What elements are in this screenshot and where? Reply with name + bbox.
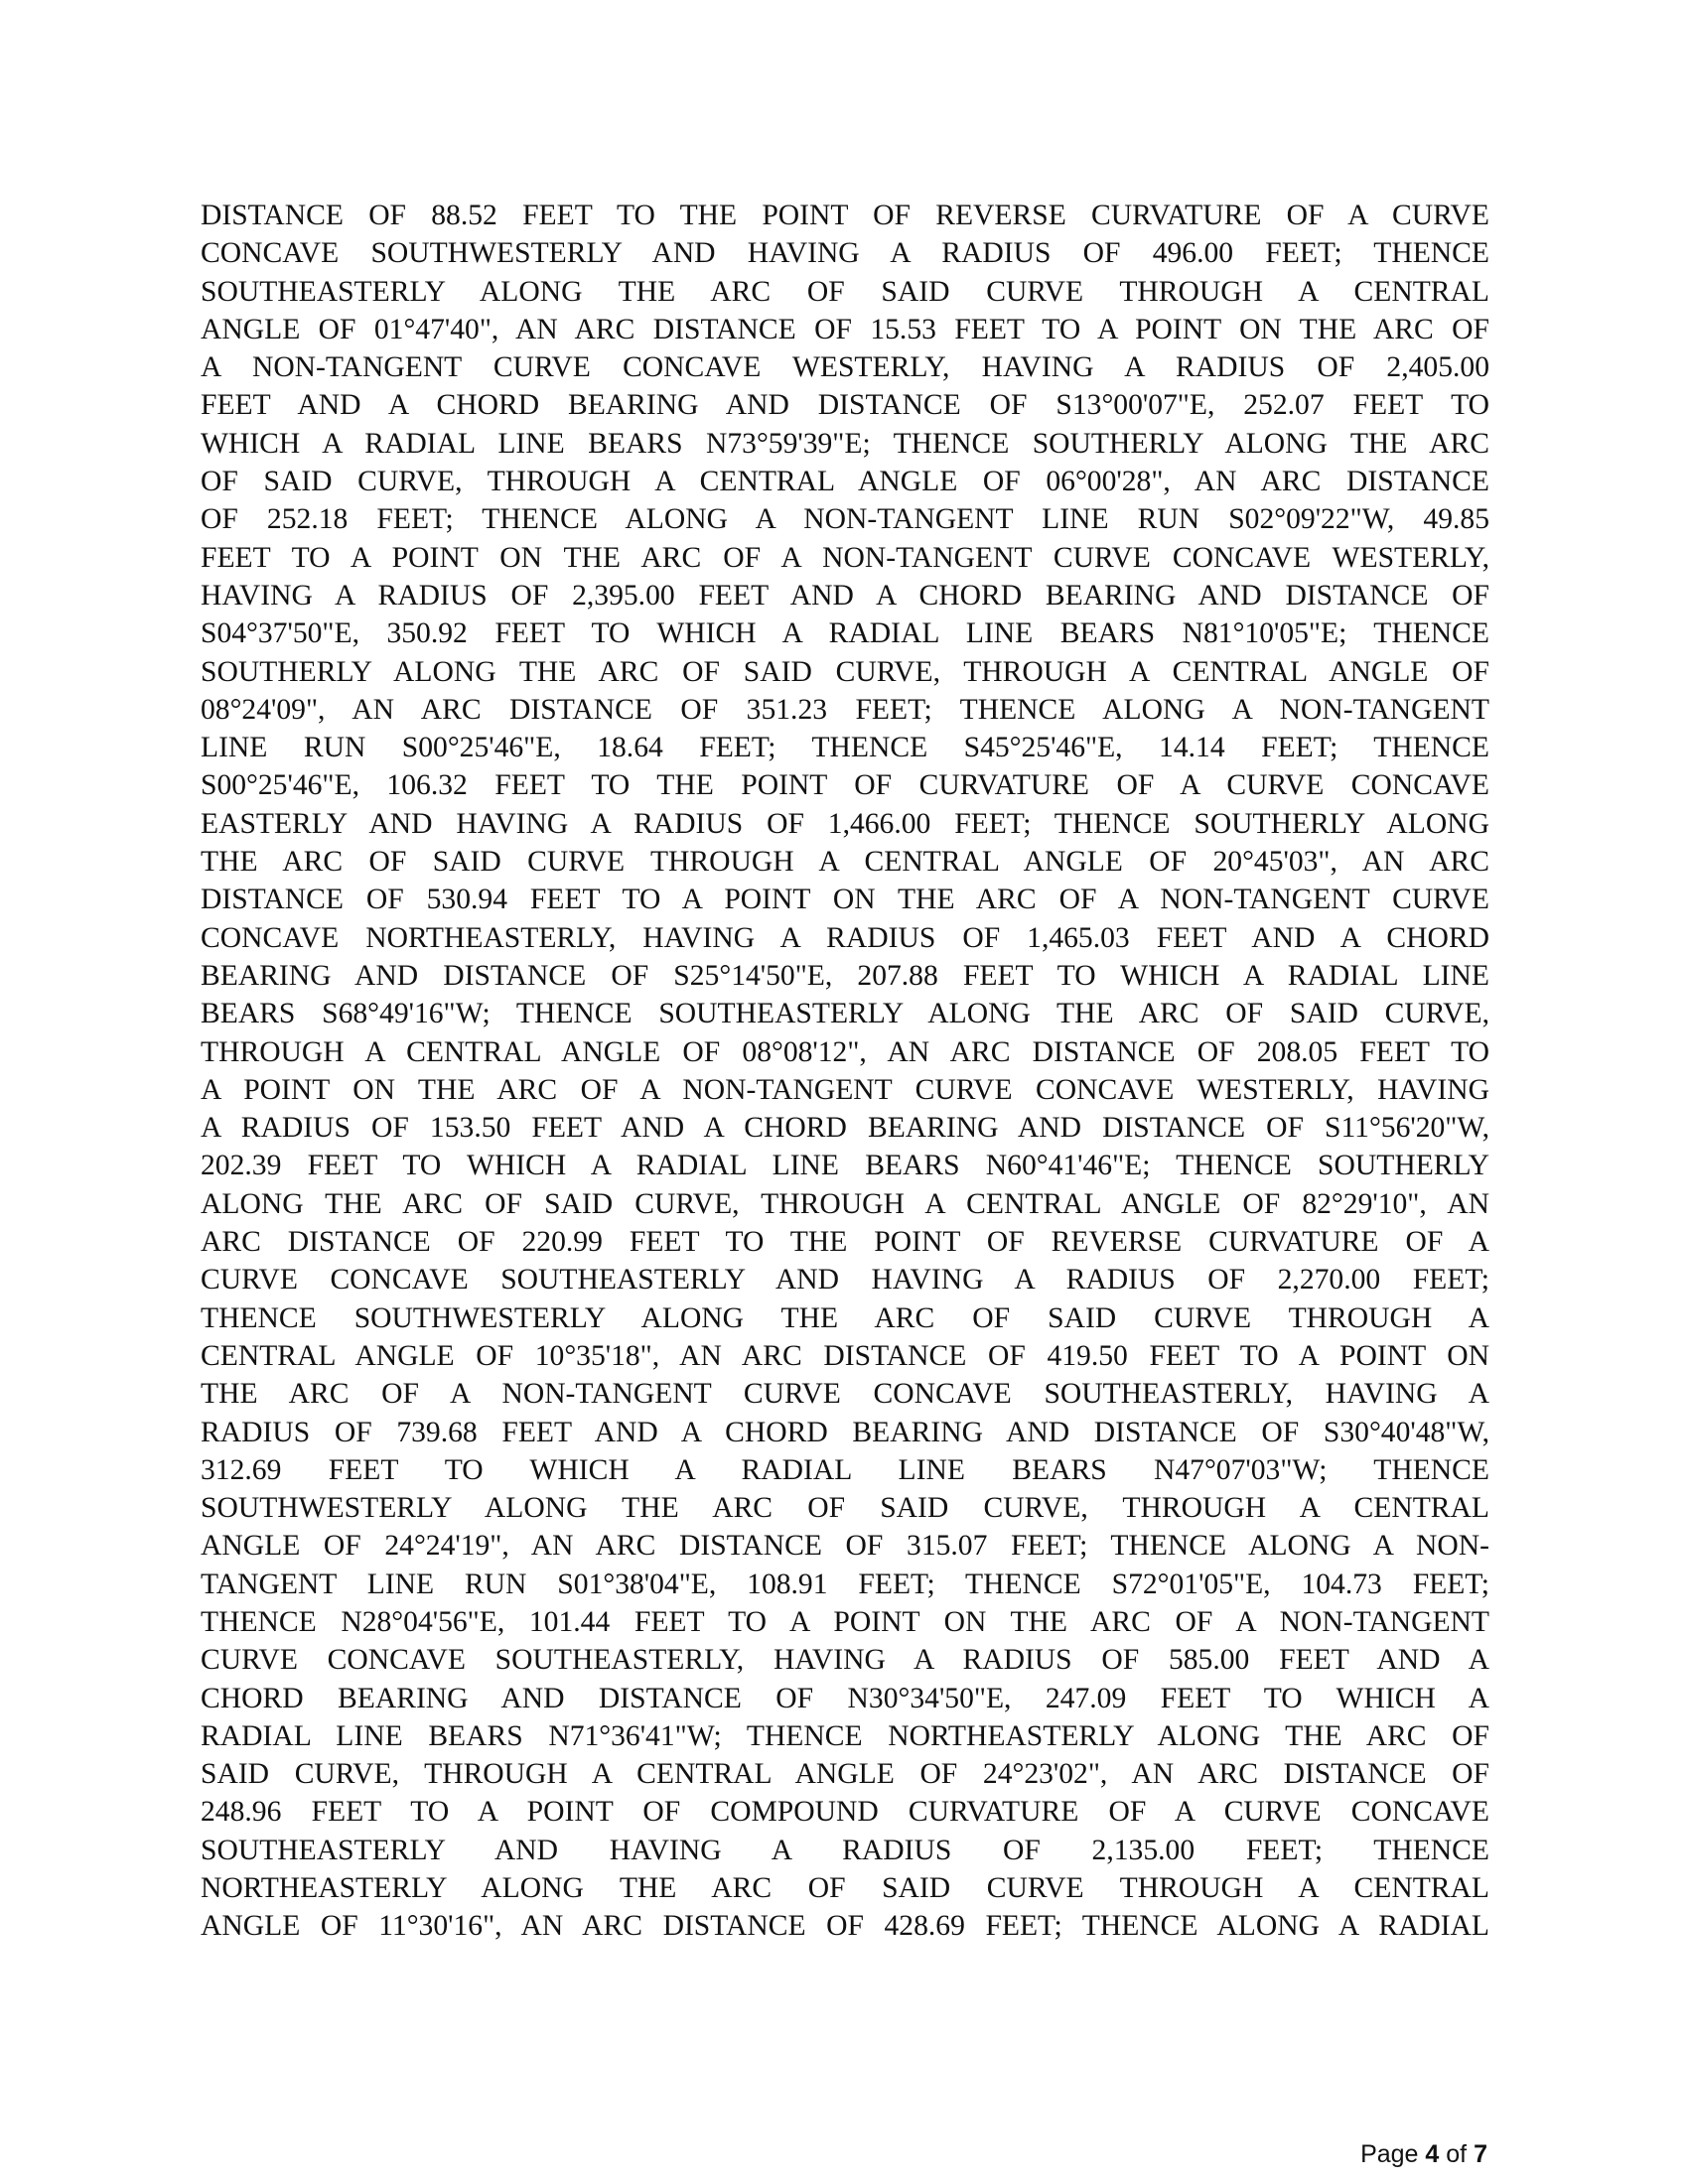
text-line: FEET AND A CHORD BEARING AND DISTANCE OF S13°00'07"E, 252.07 FEET TO xyxy=(201,389,1489,422)
page-number-footer xyxy=(1360,2140,1487,2169)
text-line: A NON-TANGENT CURVE CONCAVE WESTERLY, HAVING A RADIUS OF 2,405.00 xyxy=(201,351,1489,384)
text-line: THE ARC OF A NON-TANGENT CURVE CONCAVE SOUTHEASTERLY, HAVING A xyxy=(201,1378,1489,1411)
text-line: THE ARC OF SAID CURVE THROUGH A CENTRAL ANGLE OF 20°45'03", AN ARC xyxy=(201,846,1489,879)
of-word: of xyxy=(1446,2140,1468,2168)
text-line: DISTANCE OF 88.52 FEET TO THE POINT OF REVERSE CURVATURE OF A CURVE xyxy=(201,200,1489,231)
text-line: NORTHEASTERLY ALONG THE ARC OF SAID CURVE THROUGH A CENTRAL xyxy=(201,1872,1489,1905)
text-line: ARC DISTANCE OF 220.99 FEET TO THE POINT OF REVERSE CURVATURE OF A xyxy=(201,1226,1489,1259)
text-line: CENTRAL ANGLE OF 10°35'18", AN ARC DISTANCE OF 419.50 FEET TO A POINT ON xyxy=(201,1339,1489,1372)
text-line: SOUTHEASTERLY AND HAVING A RADIUS OF 2,135.00 FEET; THENCE xyxy=(201,1834,1489,1866)
text-line: BEARING AND DISTANCE OF S25°14'50"E, 207.88 FEET TO WHICH A RADIAL LINE xyxy=(201,959,1489,992)
text-line: CURVE CONCAVE SOUTHEASTERLY AND HAVING A RADIUS OF 2,270.00 FEET; xyxy=(201,1264,1489,1297)
text-line: CONCAVE SOUTHWESTERLY AND HAVING A RADIUS OF 496.00 FEET; THENCE xyxy=(201,237,1489,270)
text-line: SOUTHWESTERLY ALONG THE ARC OF SAID CURVE, THROUGH A CENTRAL xyxy=(201,1492,1489,1525)
text-line: ANGLE OF 01°47'40", AN ARC DISTANCE OF 15.53 FEET TO A POINT ON THE ARC OF xyxy=(201,313,1489,345)
text-line: ANGLE OF 24°24'19", AN ARC DISTANCE OF 315.07 FEET; THENCE ALONG A NON- xyxy=(201,1530,1489,1563)
text-line: SOUTHERLY ALONG THE ARC OF SAID CURVE, THROUGH A CENTRAL ANGLE OF xyxy=(201,655,1489,688)
legal-description-text xyxy=(201,197,1489,1946)
total-pages-number: 7 xyxy=(1474,2140,1487,2168)
text-line: S00°25'46"E, 106.32 FEET TO THE POINT OF CURVATURE OF A CURVE CONCAVE xyxy=(201,769,1489,802)
text-line: A RADIUS OF 153.50 FEET AND A CHORD BEARING AND DISTANCE OF S11°56'20"W, xyxy=(201,1112,1489,1145)
text-line: ANGLE OF 11°30'16", AN ARC DISTANCE OF 428.69 FEET; THENCE ALONG A RADIAL xyxy=(201,1910,1489,1943)
text-line: RADIAL LINE BEARS N71°36'41"W; THENCE NORTHEASTERLY ALONG THE ARC OF xyxy=(201,1719,1489,1752)
text-line: WHICH A RADIAL LINE BEARS N73°59'39"E; THENCE SOUTHERLY ALONG THE ARC xyxy=(201,427,1489,460)
page-word: Page xyxy=(1360,2140,1419,2168)
current-page-number: 4 xyxy=(1425,2140,1440,2168)
text-line: RADIUS OF 739.68 FEET AND A CHORD BEARING AND DISTANCE OF S30°40'48"W, xyxy=(201,1416,1489,1448)
text-line: THENCE SOUTHWESTERLY ALONG THE ARC OF SAID CURVE THROUGH A xyxy=(201,1301,1489,1334)
text-line: A POINT ON THE ARC OF A NON-TANGENT CURVE CONCAVE WESTERLY, HAVING xyxy=(201,1073,1489,1106)
text-line: EASTERLY AND HAVING A RADIUS OF 1,466.00 FEET; THENCE SOUTHERLY ALONG xyxy=(201,807,1489,840)
text-line: DISTANCE OF 530.94 FEET TO A POINT ON THE ARC OF A NON-TANGENT CURVE xyxy=(201,884,1489,916)
text-line: OF SAID CURVE, THROUGH A CENTRAL ANGLE OF 06°00'28", AN ARC DISTANCE xyxy=(201,466,1489,498)
text-line: LINE RUN S00°25'46"E, 18.64 FEET; THENCE S45°25'46"E, 14.14 FEET; THENCE xyxy=(201,732,1489,764)
text-line: 202.39 FEET TO WHICH A RADIAL LINE BEARS N60°41'46"E; THENCE SOUTHERLY xyxy=(201,1150,1489,1182)
text-line: SAID CURVE, THROUGH A CENTRAL ANGLE OF 24°23'02", AN ARC DISTANCE OF xyxy=(201,1758,1489,1791)
text-line: 08°24'09", AN ARC DISTANCE OF 351.23 FEET; THENCE ALONG A NON-TANGENT xyxy=(201,693,1489,726)
text-line: CHORD BEARING AND DISTANCE OF N30°34'50"E, 247.09 FEET TO WHICH A xyxy=(201,1682,1489,1714)
text-line: HAVING A RADIUS OF 2,395.00 FEET AND A CHORD BEARING AND DISTANCE OF xyxy=(201,579,1489,612)
text-line: ALONG THE ARC OF SAID CURVE, THROUGH A CENTRAL ANGLE OF 82°29'10", AN xyxy=(201,1187,1489,1220)
text-line: 312.69 FEET TO WHICH A RADIAL LINE BEARS N47°07'03"W; THENCE xyxy=(201,1453,1489,1486)
text-line: TANGENT LINE RUN S01°38'04"E, 108.91 FEET; THENCE S72°01'05"E, 104.73 FEET; xyxy=(201,1568,1489,1600)
text-line: S04°37'50"E, 350.92 FEET TO WHICH A RADIAL LINE BEARS N81°10'05"E; THENCE xyxy=(201,617,1489,650)
text-line: THENCE N28°04'56"E, 101.44 FEET TO A POINT ON THE ARC OF A NON-TANGENT xyxy=(201,1605,1489,1638)
text-line: THROUGH A CENTRAL ANGLE OF 08°08'12", AN ARC DISTANCE OF 208.05 FEET TO xyxy=(201,1035,1489,1068)
text-line: FEET TO A POINT ON THE ARC OF A NON-TANGENT CURVE CONCAVE WESTERLY, xyxy=(201,541,1489,574)
text-line: SOUTHEASTERLY ALONG THE ARC OF SAID CURVE THROUGH A CENTRAL xyxy=(201,275,1489,308)
text-line: BEARS S68°49'16"W; THENCE SOUTHEASTERLY ALONG THE ARC OF SAID CURVE, xyxy=(201,998,1489,1030)
text-line: OF 252.18 FEET; THENCE ALONG A NON-TANGENT LINE RUN S02°09'22"W, 49.85 xyxy=(201,503,1489,536)
text-line: 248.96 FEET TO A POINT OF COMPOUND CURVATURE OF A CURVE CONCAVE xyxy=(201,1796,1489,1829)
text-line: CURVE CONCAVE SOUTHEASTERLY, HAVING A RADIUS OF 585.00 FEET AND A xyxy=(201,1644,1489,1677)
text-line: CONCAVE NORTHEASTERLY, HAVING A RADIUS OF 1,465.03 FEET AND A CHORD xyxy=(201,921,1489,954)
